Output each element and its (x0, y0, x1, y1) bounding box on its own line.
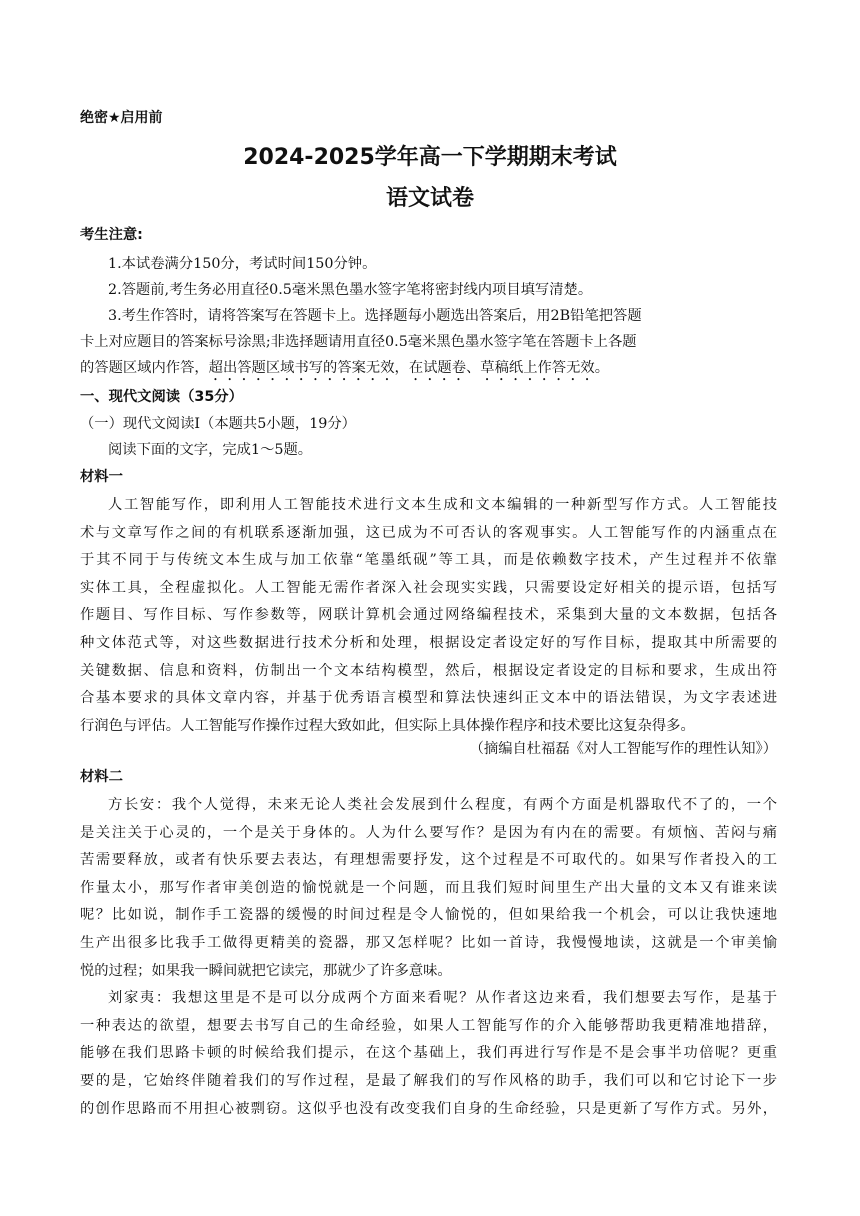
material-1-label: 材料一 (80, 469, 123, 485)
notice-item-1: 1.本试卷满分150分，考试时间150分钟。 (108, 256, 377, 272)
paragraph-line: 人工智能写作，即利用人工智能技术进行文本生成和文本编辑的一种新型写作方式。人工智能技 (108, 497, 777, 513)
paragraph-line: 实体工具，全程虚拟化。人工智能无需作者深入社会现实实践，只需要设定好相关的提示语，包括写 (80, 579, 777, 596)
paragraph-line: 生产出很多比我手工做得更精美的瓷器，那又怎样呢？比如一首诗，我慢慢地读，这就是一个审美愉 (80, 935, 777, 951)
paragraph-line: 方长安：我个人觉得，未来无论人类社会发展到什么程度，有两个方面是机器取代不了的，一个 (108, 797, 777, 813)
paragraph-line: 合基本要求的具体文章内容，并基于优秀语言模型和算法快速纠正文本中的语法错误，为文字表述进 (80, 690, 777, 707)
notice-item-3-line-2: 卡上对应题目的答案标号涂黑;非选择题请用直径0.5毫米黑色墨水签字笔在答题卡上各题 (80, 334, 637, 350)
notice-heading: 考生注意: (80, 227, 143, 243)
paragraph-line: 术与文章写作之间的有机联系逐渐加强，这已成为不可否认的客观事实。人工智能写作的内涵重点在 (80, 524, 777, 541)
paragraph-line: 行润色与评估。人工智能写作操作过程大致如此，但实际上具体操作程序和技术要比这复杂得多。 (80, 717, 695, 734)
paragraph-line: 悦的过程；如果我一瞬间就把它读完，那就少了许多意味。 (80, 962, 452, 979)
notice-item-3-end: 。 (594, 360, 609, 376)
material-2-label: 材料二 (80, 769, 123, 785)
notice-emphasis-text: 超出答题区域书写的答案无效，在试题卷、草稿纸上作答无效 (208, 360, 595, 376)
exam-subtitle: 语文试卷 (385, 186, 474, 211)
material-1-source: （摘编自杜福磊《对人工智能写作的理性认知》） (469, 741, 777, 757)
paragraph-line: 一种表达的欲望，想要去书写自己的生命经验，如果人工智能写作的介入能够帮助我更精准地措辞， (80, 1017, 777, 1034)
notice-item-3-line-1: 3.考生作答时，请将答案写在答题卡上。选择题每小题选出答案后，用2B铅笔把答题 (108, 308, 642, 324)
section-heading: 一、现代文阅读（35分） (80, 389, 243, 405)
paragraph-line: 种文体范式等，对这些数据进行技术分析和处理，根据设定者设定好的写作目标，提取其中所需要的 (80, 635, 777, 651)
notice-item-2: 2.答题前,考生务必用直径0.5毫米黑色墨水签字笔将密封线内项目填写清楚。 (108, 282, 593, 298)
exam-title: 2024-2025学年高一下学期期末考试 (243, 145, 617, 170)
paragraph-line: 要的是，它始终伴随着我们的写作过程，是最了解我们的写作风格的助手，我们可以和它讨论下一步 (80, 1073, 777, 1089)
paragraph-line: 于其不同于与传统文本生成与加工依靠“笔墨纸砚”等工具，而是依赖数字技术，产生过程并不依靠 (80, 552, 777, 569)
paragraph-line: 作量太小，那写作者审美创造的愉悦就是一个问题，而且我们短时间里生产出大量的文本又有谁来读 (80, 879, 777, 896)
paragraph-line: 的创作思路而不用担心被剽窃。这似乎也没有改变我们自身的生命经验，只是更新了写作方式。另外， (80, 1100, 777, 1117)
reading-instruction: 阅读下面的文字，完成1～5题。 (108, 442, 313, 458)
paragraph-line: 是关注关于心灵的，一个是关于身体的。人为什么要写作？是因为有内在的需要。有烦恼、苦闷与痛 (80, 824, 777, 841)
paragraph-line: 刘家夷：我想这里是不是可以分成两个方面来看呢？从作者这边来看，我们想要去写作，是基于 (108, 990, 777, 1007)
paragraph-line: 关键数据、信息和资料，仿制出一个文本结构模型，然后，根据设定者设定的目标和要求，生成出符 (80, 662, 777, 679)
paragraph-line: 呢？比如说，制作手工瓷器的缓慢的时间过程是令人愉悦的，但如果给我一个机会，可以让我快速地 (80, 907, 777, 924)
notice-item-3-line-3 (80, 358, 609, 384)
secret-mark: 绝密★启用前 (80, 110, 163, 126)
notice-item-3-text: 的答题区域内作答， (80, 360, 209, 376)
section-sub-heading: （一）现代文阅读Ⅰ（本题共5小题，19分） (80, 416, 356, 432)
paragraph-line: 作题目、写作目标、写作参数等，网联计算机会通过网络编程技术，采集到大量的文本数据，包括各 (80, 607, 777, 624)
paragraph-line: 能够在我们思路卡顿的时候给我们提示，在这个基础上，我们再进行写作是不是会事半功倍呢？更重 (80, 1045, 777, 1062)
paragraph-line: 苦需要释放，或者有快乐要去表达，有理想需要抒发，这个过程是不可取代的。如果写作者投入的工 (80, 852, 777, 869)
